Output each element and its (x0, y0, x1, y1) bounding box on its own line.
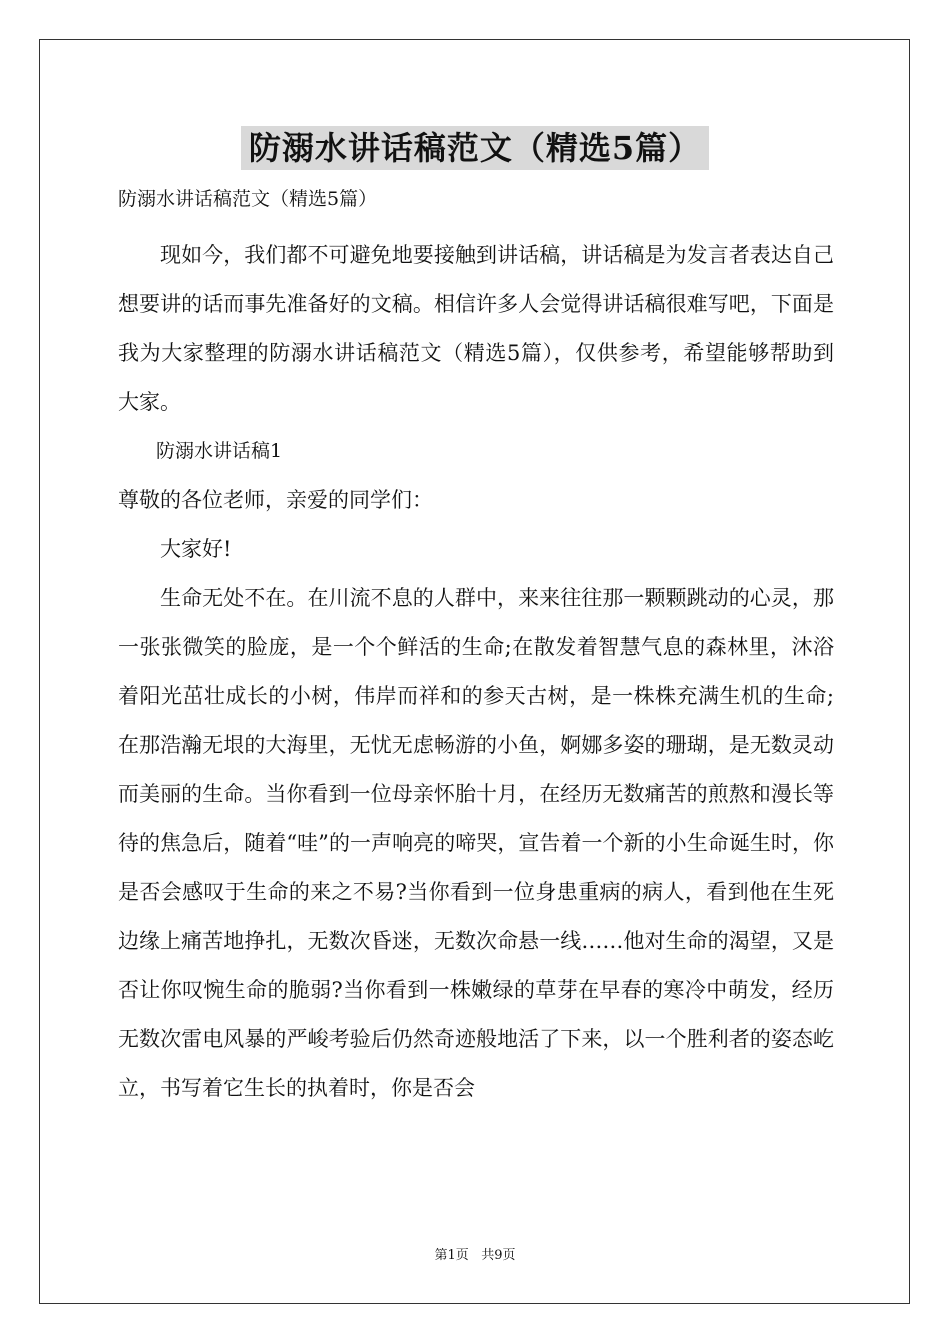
section-heading: 防溺水讲话稿1 (156, 440, 283, 462)
title-container (0, 126, 950, 170)
page-number: 第1页 (434, 1248, 469, 1263)
page-footer (0, 1246, 950, 1266)
salutation: 尊敬的各位老师，亲爱的同学们： (118, 488, 433, 512)
page-total: 共9页 (481, 1248, 516, 1263)
body-paragraph: 生命无处不在。在川流不息的人群中，来来往往那一颗颗跳动的心灵，那一张张微笑的脸庞，是一个个鲜活的生命;在散发着智慧气息的森林里，沐浴着阳光茁壮成长的小树，伟岸而祥和的参天古树，是一株株充满生机的生命;在那浩瀚无垠的大海里，无忧无虑畅游的小鱼，婀娜多姿的珊瑚，是无数灵动而美丽的生命。当你看到一位母亲怀胎十月，在经历无数痛苦的煎熬和漫长等待的焦急后，随着“哇”的一声响亮的啼哭，宣告着一个新的小生命诞生时，你是否会感叹于生命的来之不易?当你看到一位身患重病的病人，看到他在生死边缘上痛苦地挣扎，无数次昏迷，无数次命悬一线……他对生命的渴望，又是否让你叹惋生命的脆弱?当你看到一株嫩绿的草芽在早春的寒冷中萌发，经历无数次雷电风暴的严峻考验后仍然奇迹般地活了下来，以一个胜利者的姿态屹立，书写着它生长的执着时，你是否会 (118, 586, 834, 1100)
greeting: 大家好! (160, 537, 232, 561)
document-body (118, 231, 834, 1113)
document-subtitle: 防溺水讲话稿范文（精选5篇） (118, 188, 378, 210)
intro-paragraph: 现如今，我们都不可避免地要接触到讲话稿，讲话稿是为发言者表达自己想要讲的话而事先准备好的文稿。相信许多人会觉得讲话稿很难写吧，下面是我为大家整理的防溺水讲话稿范文（精选5篇），仅供参考，希望能够帮助到大家。 (118, 243, 834, 414)
document-title: 防溺水讲话稿范文（精选5篇） (241, 126, 709, 170)
